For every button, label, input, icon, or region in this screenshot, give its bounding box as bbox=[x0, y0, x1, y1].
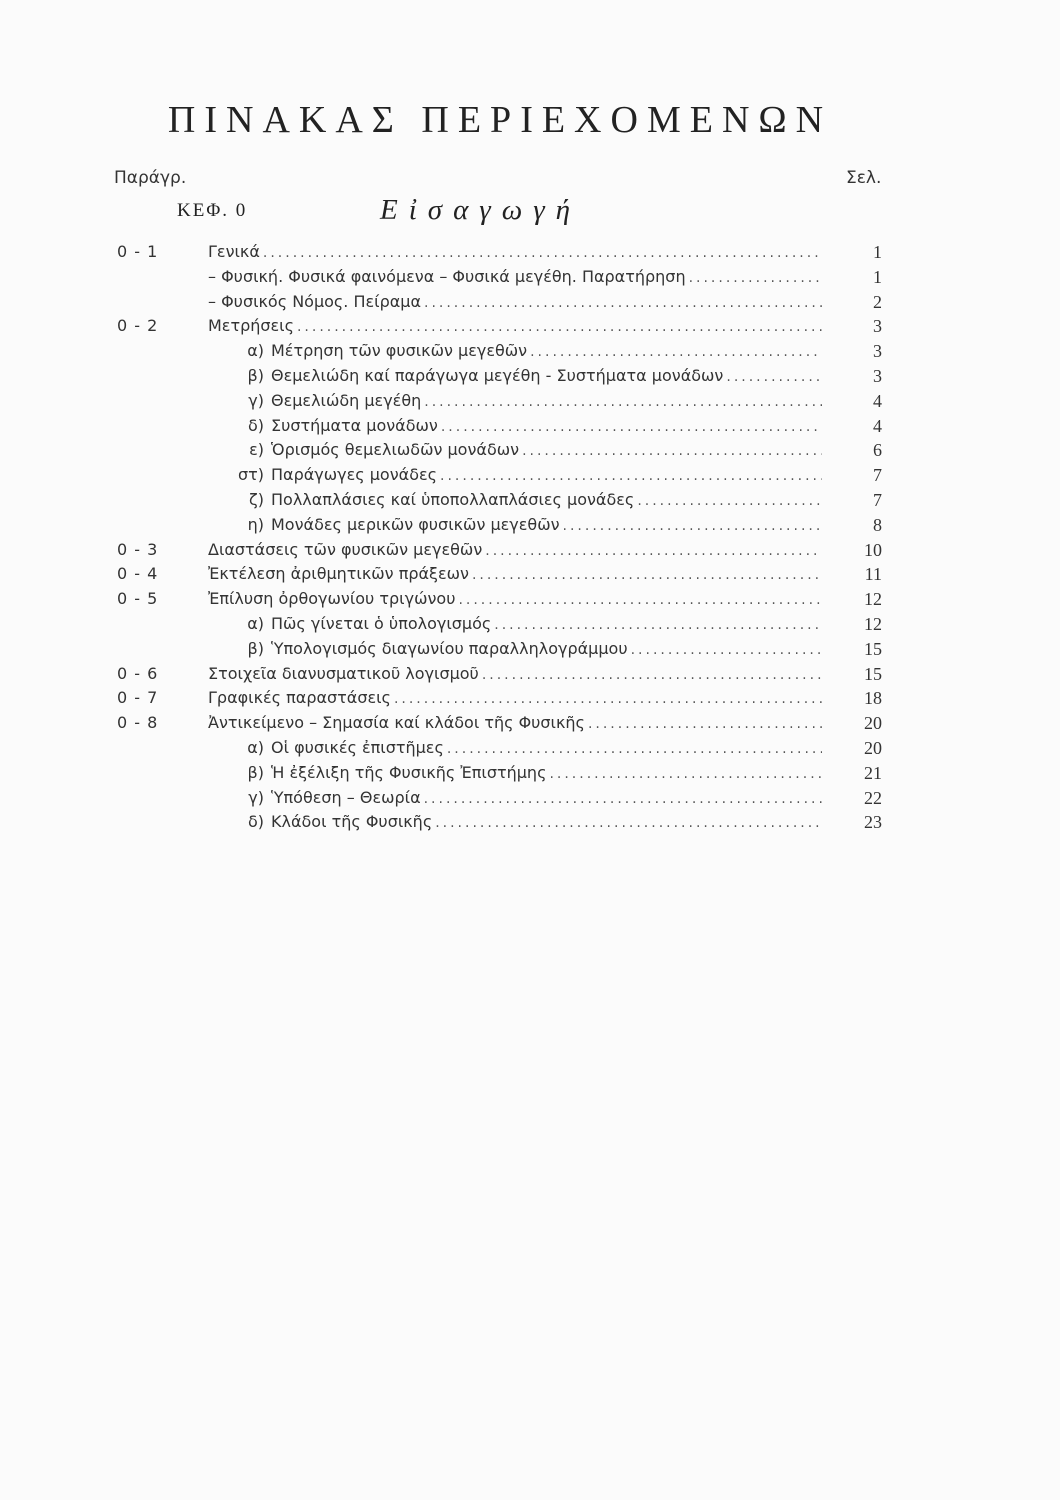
page-number: 20 bbox=[864, 738, 882, 758]
entry-title: – Φυσικός Νόμος. Πείραμα bbox=[208, 291, 421, 311]
page-number: 18 bbox=[864, 688, 882, 709]
subsection-label: ε) bbox=[249, 440, 264, 460]
page-number: 3 bbox=[873, 316, 882, 337]
section-number: 0 - 3 bbox=[117, 539, 159, 559]
toc-row bbox=[0, 364, 1060, 389]
entry-title: Πῶς γίνεται ὁ ὑπολογισμός bbox=[271, 614, 492, 633]
toc-entry bbox=[228, 366, 822, 385]
toc-row bbox=[0, 761, 1060, 786]
entry-title: Μετρήσεις bbox=[208, 316, 294, 336]
page-number: 12 bbox=[864, 614, 882, 634]
page-number: 3 bbox=[873, 341, 882, 362]
subsection-label: α) bbox=[247, 614, 264, 633]
dot-leader bbox=[440, 468, 822, 484]
dot-leader bbox=[549, 766, 822, 782]
toc-entry bbox=[228, 341, 822, 360]
page-number: 3 bbox=[873, 366, 882, 386]
entry-title: – Φυσική. Φυσικά φαινόμενα – Φυσικά μεγέθη. Παρατήρηση bbox=[208, 266, 686, 286]
entry-title: Θεμελιώδη καί παράγωγα μεγέθη - Συστήματα μονάδων bbox=[271, 366, 724, 385]
page-number: 4 bbox=[873, 415, 882, 436]
entry-title: Κλάδοι τῆς Φυσικῆς bbox=[271, 812, 433, 832]
entry-title: Διαστάσεις τῶν φυσικῶν μεγεθῶν bbox=[208, 539, 483, 559]
page-number: 15 bbox=[864, 638, 882, 659]
toc-entry bbox=[208, 540, 822, 559]
toc-row bbox=[0, 265, 1060, 290]
toc-row bbox=[0, 438, 1060, 463]
toc-row bbox=[0, 786, 1060, 811]
toc-row bbox=[0, 711, 1060, 736]
toc-entry bbox=[228, 614, 822, 633]
dot-leader bbox=[530, 344, 822, 360]
page-number: 8 bbox=[873, 514, 882, 535]
toc-entry bbox=[228, 515, 822, 534]
dot-leader bbox=[297, 319, 822, 335]
toc-entry bbox=[208, 292, 822, 311]
section-number: 0 - 2 bbox=[117, 316, 159, 336]
toc-entry bbox=[228, 738, 822, 757]
entry-title: Πολλαπλάσιες καί ὑποπολλαπλάσιες μονάδες bbox=[271, 490, 635, 509]
toc-entry bbox=[228, 763, 822, 782]
page-title: ΠΙΝΑΚΑΣ ΠΕΡΙΕΧΟΜΕΝΩΝ bbox=[167, 99, 833, 141]
dot-leader bbox=[485, 543, 822, 559]
toc-row bbox=[0, 463, 1060, 488]
page-number: 21 bbox=[864, 762, 882, 783]
dot-leader bbox=[689, 270, 822, 286]
toc-entry bbox=[208, 713, 822, 732]
dot-leader bbox=[637, 493, 822, 509]
toc-row bbox=[0, 587, 1060, 612]
page-number: 10 bbox=[864, 539, 882, 560]
toc-entry bbox=[228, 490, 822, 509]
dot-leader bbox=[424, 394, 822, 410]
subsection-label: γ) bbox=[248, 787, 264, 807]
subsection-label: α) bbox=[247, 738, 264, 757]
paragraph-column-header: Παράγρ. bbox=[114, 168, 187, 188]
toc-row bbox=[0, 612, 1060, 637]
section-number: 0 - 7 bbox=[117, 688, 159, 708]
entry-title: Παράγωγες μονάδες bbox=[271, 465, 438, 485]
page-number: 4 bbox=[873, 390, 882, 411]
page-number: 6 bbox=[873, 440, 882, 461]
toc-entry bbox=[228, 639, 822, 658]
page-number: 7 bbox=[873, 465, 882, 486]
toc-entry bbox=[208, 688, 822, 707]
toc-row bbox=[0, 389, 1060, 414]
dot-leader bbox=[563, 518, 822, 534]
dot-leader bbox=[424, 791, 822, 807]
dot-leader bbox=[588, 716, 822, 732]
toc-entry bbox=[208, 564, 822, 583]
entry-title: Μονάδες μερικῶν φυσικῶν μεγεθῶν bbox=[271, 514, 560, 534]
toc-entry bbox=[228, 788, 822, 807]
section-number: 0 - 6 bbox=[117, 663, 159, 683]
toc-row bbox=[0, 513, 1060, 538]
toc-entry bbox=[208, 664, 822, 683]
page-number: 1 bbox=[873, 266, 882, 287]
toc-entry bbox=[228, 440, 822, 459]
entry-title: Ἀντικείμενο – Σημασία καί κλάδοι τῆς Φυσικῆς bbox=[208, 713, 585, 733]
dot-leader bbox=[447, 741, 822, 757]
chapter-label: ΚΕΦ. 0 bbox=[177, 200, 248, 221]
subsection-label: ζ) bbox=[249, 490, 264, 509]
page-number: 15 bbox=[864, 663, 882, 684]
entry-title: Συστήματα μονάδων bbox=[271, 415, 438, 435]
dot-leader bbox=[494, 617, 822, 633]
chapter-title: Εἰσαγωγή bbox=[380, 194, 582, 226]
toc-entry bbox=[208, 316, 822, 335]
toc-row bbox=[0, 562, 1060, 587]
page-number: 2 bbox=[873, 291, 882, 312]
dot-leader bbox=[441, 419, 822, 435]
dot-leader bbox=[631, 642, 822, 658]
entry-title: Γενικά bbox=[208, 242, 260, 261]
section-number: 0 - 8 bbox=[117, 713, 159, 733]
dot-leader bbox=[726, 369, 822, 385]
entry-title: Μέτρηση τῶν φυσικῶν μεγεθῶν bbox=[271, 341, 528, 361]
toc-row bbox=[0, 810, 1060, 835]
toc-entry bbox=[228, 465, 822, 484]
toc-row bbox=[0, 240, 1060, 265]
dot-leader bbox=[263, 245, 822, 261]
dot-leader bbox=[482, 667, 822, 683]
page-number: 1 bbox=[873, 242, 882, 262]
entry-title: Στοιχεῖα διανυσματικοῦ λογισμοῦ bbox=[208, 663, 479, 683]
toc-row bbox=[0, 290, 1060, 315]
section-number: 0 - 5 bbox=[117, 589, 159, 609]
entry-title: Ἐκτέλεση ἀριθμητικῶν πράξεων bbox=[208, 564, 469, 584]
subsection-label: β) bbox=[247, 638, 264, 658]
dot-leader bbox=[424, 295, 822, 311]
dot-leader bbox=[522, 443, 822, 459]
toc-entry bbox=[228, 391, 822, 410]
page-number: 7 bbox=[873, 490, 882, 510]
entry-title: Ὑπόθεση – Θεωρία bbox=[271, 787, 421, 807]
dot-leader bbox=[472, 567, 822, 583]
toc-row bbox=[0, 414, 1060, 439]
entry-title: Γραφικές παραστάσεις bbox=[208, 688, 391, 708]
page-number: 23 bbox=[864, 812, 882, 833]
subsection-label: γ) bbox=[248, 390, 264, 410]
subsection-label: α) bbox=[247, 341, 264, 361]
toc-entry bbox=[208, 242, 822, 261]
dot-leader bbox=[458, 592, 822, 608]
toc-row bbox=[0, 686, 1060, 711]
toc-row bbox=[0, 339, 1060, 364]
entry-title: Ἡ ἐξέλιξη τῆς Φυσικῆς Ἐπιστήμης bbox=[271, 762, 547, 782]
dot-leader bbox=[435, 815, 822, 831]
subsection-label: β) bbox=[247, 366, 264, 385]
toc-row bbox=[0, 314, 1060, 339]
page-number: 20 bbox=[864, 713, 882, 734]
page-number: 22 bbox=[864, 787, 882, 808]
page-number: 11 bbox=[864, 564, 882, 585]
toc-entry bbox=[208, 267, 822, 286]
subsection-label: β) bbox=[247, 762, 264, 782]
page-column-header: Σελ. bbox=[846, 168, 882, 188]
section-number: 0 - 4 bbox=[117, 564, 159, 584]
subsection-label: δ) bbox=[247, 415, 264, 435]
dot-leader bbox=[394, 691, 822, 707]
entry-title: Ἐπίλυση ὀρθογωνίου τριγώνου bbox=[208, 589, 456, 609]
toc-row bbox=[0, 488, 1060, 513]
toc-entry bbox=[228, 812, 822, 831]
section-number: 0 - 1 bbox=[117, 242, 159, 261]
toc-row bbox=[0, 662, 1060, 687]
toc-entry bbox=[228, 416, 822, 435]
subsection-label: στ) bbox=[237, 465, 264, 485]
entry-title: Οἱ φυσικές ἐπιστῆμες bbox=[271, 738, 444, 757]
page-number: 12 bbox=[864, 589, 882, 610]
toc-row bbox=[0, 538, 1060, 563]
subsection-label: δ) bbox=[247, 812, 264, 832]
toc-entry bbox=[208, 589, 822, 608]
entry-title: Ὁρισμός θεμελιωδῶν μονάδων bbox=[271, 440, 520, 460]
entry-title: Θεμελιώδη μεγέθη bbox=[271, 390, 422, 410]
toc-row bbox=[0, 736, 1060, 761]
entry-title: Ὑπολογισμός διαγωνίου παραλληλογράμμου bbox=[271, 638, 628, 658]
toc-row bbox=[0, 637, 1060, 662]
subsection-label: η) bbox=[247, 514, 264, 534]
